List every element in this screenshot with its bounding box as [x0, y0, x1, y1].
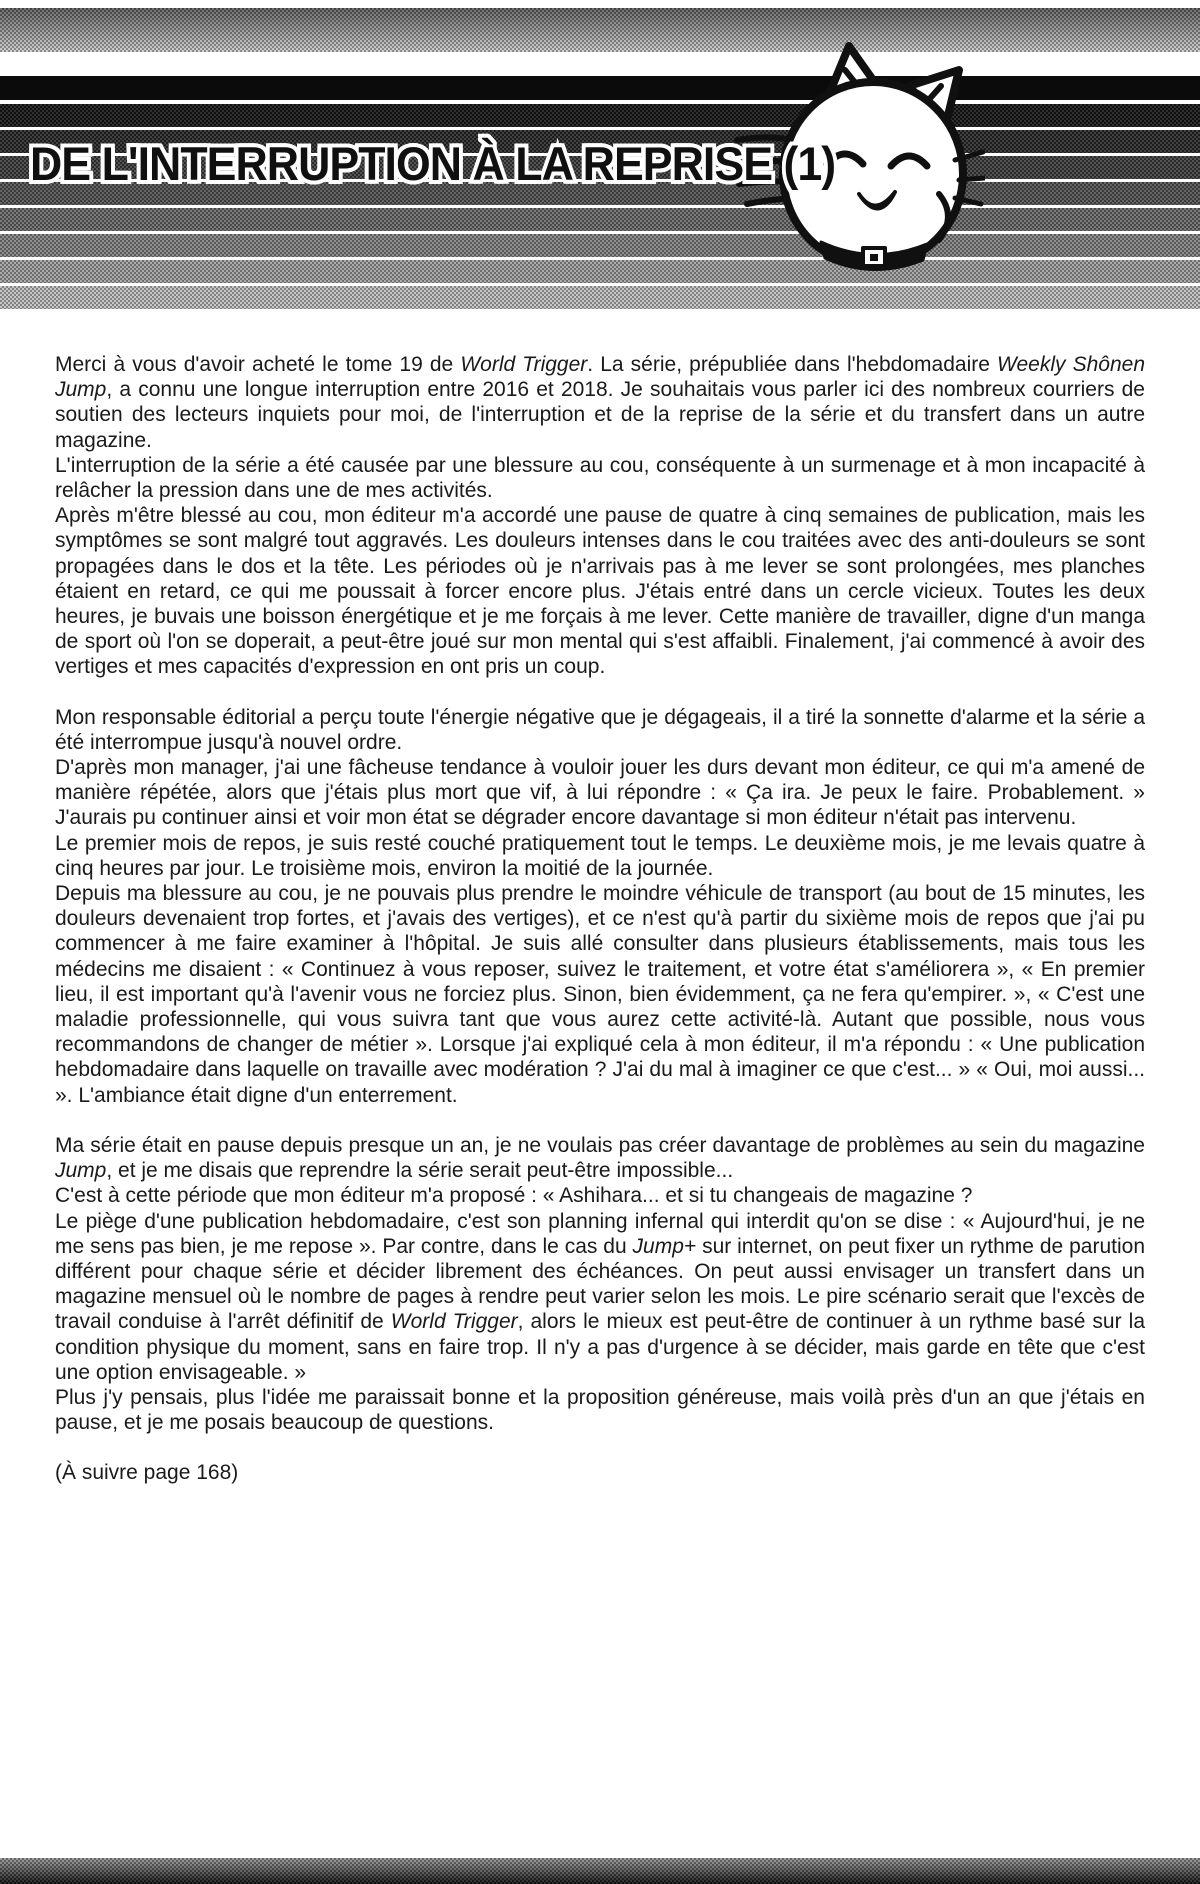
header-banner — [0, 0, 1200, 312]
text-run: Ma série était en pause depuis presque un an, je ne voulais pas créer davantage de problèmes au sein du magazine — [55, 1133, 1145, 1157]
text-run: , a connu une longue interruption entre 2016 et 2018. Je souhaitais vous parler ici des nombreux courriers de soutien des lecteurs inquiets pour moi, de l'interruption et de la reprise de la série et du transfert dans un autre magazine. — [55, 378, 1145, 452]
text-section — [55, 1460, 1145, 1485]
banner-black-band — [0, 76, 1200, 100]
text-run: Depuis ma blessure au cou, je ne pouvais plus prendre le moindre véhicule de transport (au bout de 15 minutes, les douleurs devenaient trop fortes, et j'avais des vertiges), et ce n'est qu'à partir du sixième mois de repos que j'ai pu commencer à me faire examiner à l'hôpital. Je suis allé consulter dans plusieurs établissements, mais tous les médecins me disaient : « Continuez à vous reposer, suivez le traitement, et votre état s'améliorera », « En premier lieu, il est important qu'à l'avenir vous ne forciez plus. Sinon, bien évidemment, ça ne fera qu'empirer. », « C'est une maladie professionnelle, qui vous suivra tant que vous aurez cette activité-là. Autant que possible, nous vous recommandons de changer de métier ». Lorsque j'ai expliqué cela à mon éditeur, il m'a répondu : « Une publication hebdomadaire dans laquelle on travaille avec modération ? J'ai du mal à imaginer ce que c'est... » « Oui, moi aussi... ». L'ambiance était digne d'un enterrement. — [55, 882, 1145, 1107]
text-run: (À suivre page 168) — [55, 1461, 239, 1485]
italic-text-run: Jump — [55, 1159, 107, 1183]
paragraph — [55, 352, 1145, 453]
paragraph — [55, 1385, 1145, 1435]
paragraph — [55, 881, 1145, 1108]
text-run: C'est à cette période que mon éditeur m'a proposé : « Ashihara... et si tu changeais de magazine ? — [55, 1184, 973, 1208]
text-run: Merci à vous d'avoir acheté le tome 19 de — [55, 353, 461, 376]
banner-stripe — [0, 260, 1200, 283]
text-run: D'après mon manager, j'ai une fâcheuse tendance à vouloir jouer les durs devant mon éditeur, ce qui m'a amené de manière répétée, alors que j'étais plus mort que vif, à lui répondre : « Ça ira. Je peux le faire. Probablement. » J'aurais pu continuer ainsi et voir mon état se dégrader encore davantage si mon éditeur n'était pas intervenu. — [55, 756, 1145, 830]
text-run: sur internet, on peut fixer un rythme de parution différent pour chaque série et décider librement des échéances. On peut aussi envisager un transfert dans un magazine mensuel où le nombre de pages à rendre peut varier selon les mois. Le pire scénario serait que l'excès de travail conduise à l'arrêt définitif de — [55, 1234, 1145, 1334]
italic-text-run: World Trigger — [460, 353, 588, 376]
text-run: . La série, prépubliée dans l'hebdomadaire — [587, 353, 998, 376]
italic-text-run: Jump+ — [632, 1234, 697, 1258]
page-title: DE L'INTERRUPTION À LA REPRISE (1) — [30, 137, 836, 190]
paragraph — [55, 831, 1145, 881]
text-run: Plus j'y pensais, plus l'idée me paraissait bonne et la proposition généreuse, mais voilà près d'un an que j'étais en pause, et je me posais beaucoup de questions. — [55, 1385, 1145, 1435]
text-section — [55, 352, 1145, 680]
italic-text-run: World Trigger — [390, 1310, 518, 1334]
paragraph — [55, 755, 1145, 831]
afterword-text — [55, 352, 1145, 1486]
text-run: Le premier mois de repos, je suis resté couché pratiquement tout le temps. Le deuxième mois, je me levais quatre à cinq heures par jour. Le troisième mois, environ la moitié de la journée. — [55, 831, 1145, 880]
banner-stripe — [0, 234, 1200, 257]
paragraph — [55, 1209, 1145, 1385]
text-section — [55, 1133, 1145, 1435]
halftone-strip-top — [0, 8, 1200, 52]
paragraph — [55, 453, 1145, 503]
text-run: Mon responsable éditorial a perçu toute l'énergie négative que je dégageais, il a tiré la sonnette d'alarme et la série a été interrompue jusqu'à nouvel ordre. — [55, 705, 1145, 754]
paragraph — [55, 1133, 1145, 1183]
to-be-continued-note — [55, 1460, 1145, 1485]
text-run: , et je me disais que reprendre la série serait peut-être impossible... — [106, 1159, 734, 1183]
paragraph — [55, 503, 1145, 679]
text-run: L'interruption de la série a été causée par une blessure au cou, conséquente à un surmenage et à mon incapacité à relâcher la pression dans une de mes activités. — [55, 453, 1145, 503]
text-run: Le piège d'une publication hebdomadaire, c'est son planning infernal qui interdit qu'on se dise : « Aujourd'hui, je ne me sens pas bien, je me repose ». Par contre, dans le cas du — [55, 1209, 1145, 1258]
text-run: Après m'être blessé au cou, mon éditeur m'a accordé une pause de quatre à cinq semaines de publication, mais les symptômes se sont malgré tout aggravés. Les douleurs intenses dans le cou traitées avec des anti-douleurs se sont propagées dans le dos et la tête. Les périodes où je n'arrivais pas à me lever se sont prolongées, mes planches étaient en retard, ce qui me poussait à forcer encore plus. J'étais entré dans un cercle vicieux. Toutes les deux heures, je buvais une boisson énergétique et je me forçais à me lever. Cette manière de travailler, digne d'un manga de sport où l'on se doperait, a peut-être joué sur mon mental qui s'est affaibli. Finalement, j'ai commencé à avoir des vertiges et mes capacités d'expression en ont pris un coup. — [55, 504, 1145, 679]
paragraph — [55, 705, 1145, 755]
paragraph — [55, 1183, 1145, 1208]
bottom-halftone-bar — [0, 1858, 1200, 1884]
text-run: , alors le mieux est peut-être de continuer à un rythme basé sur la condition physique du moment, sans en faire trop. Il n'y a pas d'urgence à se décider, mais garde en tête que c'est une option envisageable. » — [55, 1310, 1145, 1384]
text-section — [55, 705, 1145, 1108]
banner-stripe — [0, 208, 1200, 231]
banner-stripe — [0, 104, 1200, 127]
italic-text-run: Weekly Shônen Jump — [55, 353, 1146, 402]
banner-stripe — [0, 286, 1200, 309]
